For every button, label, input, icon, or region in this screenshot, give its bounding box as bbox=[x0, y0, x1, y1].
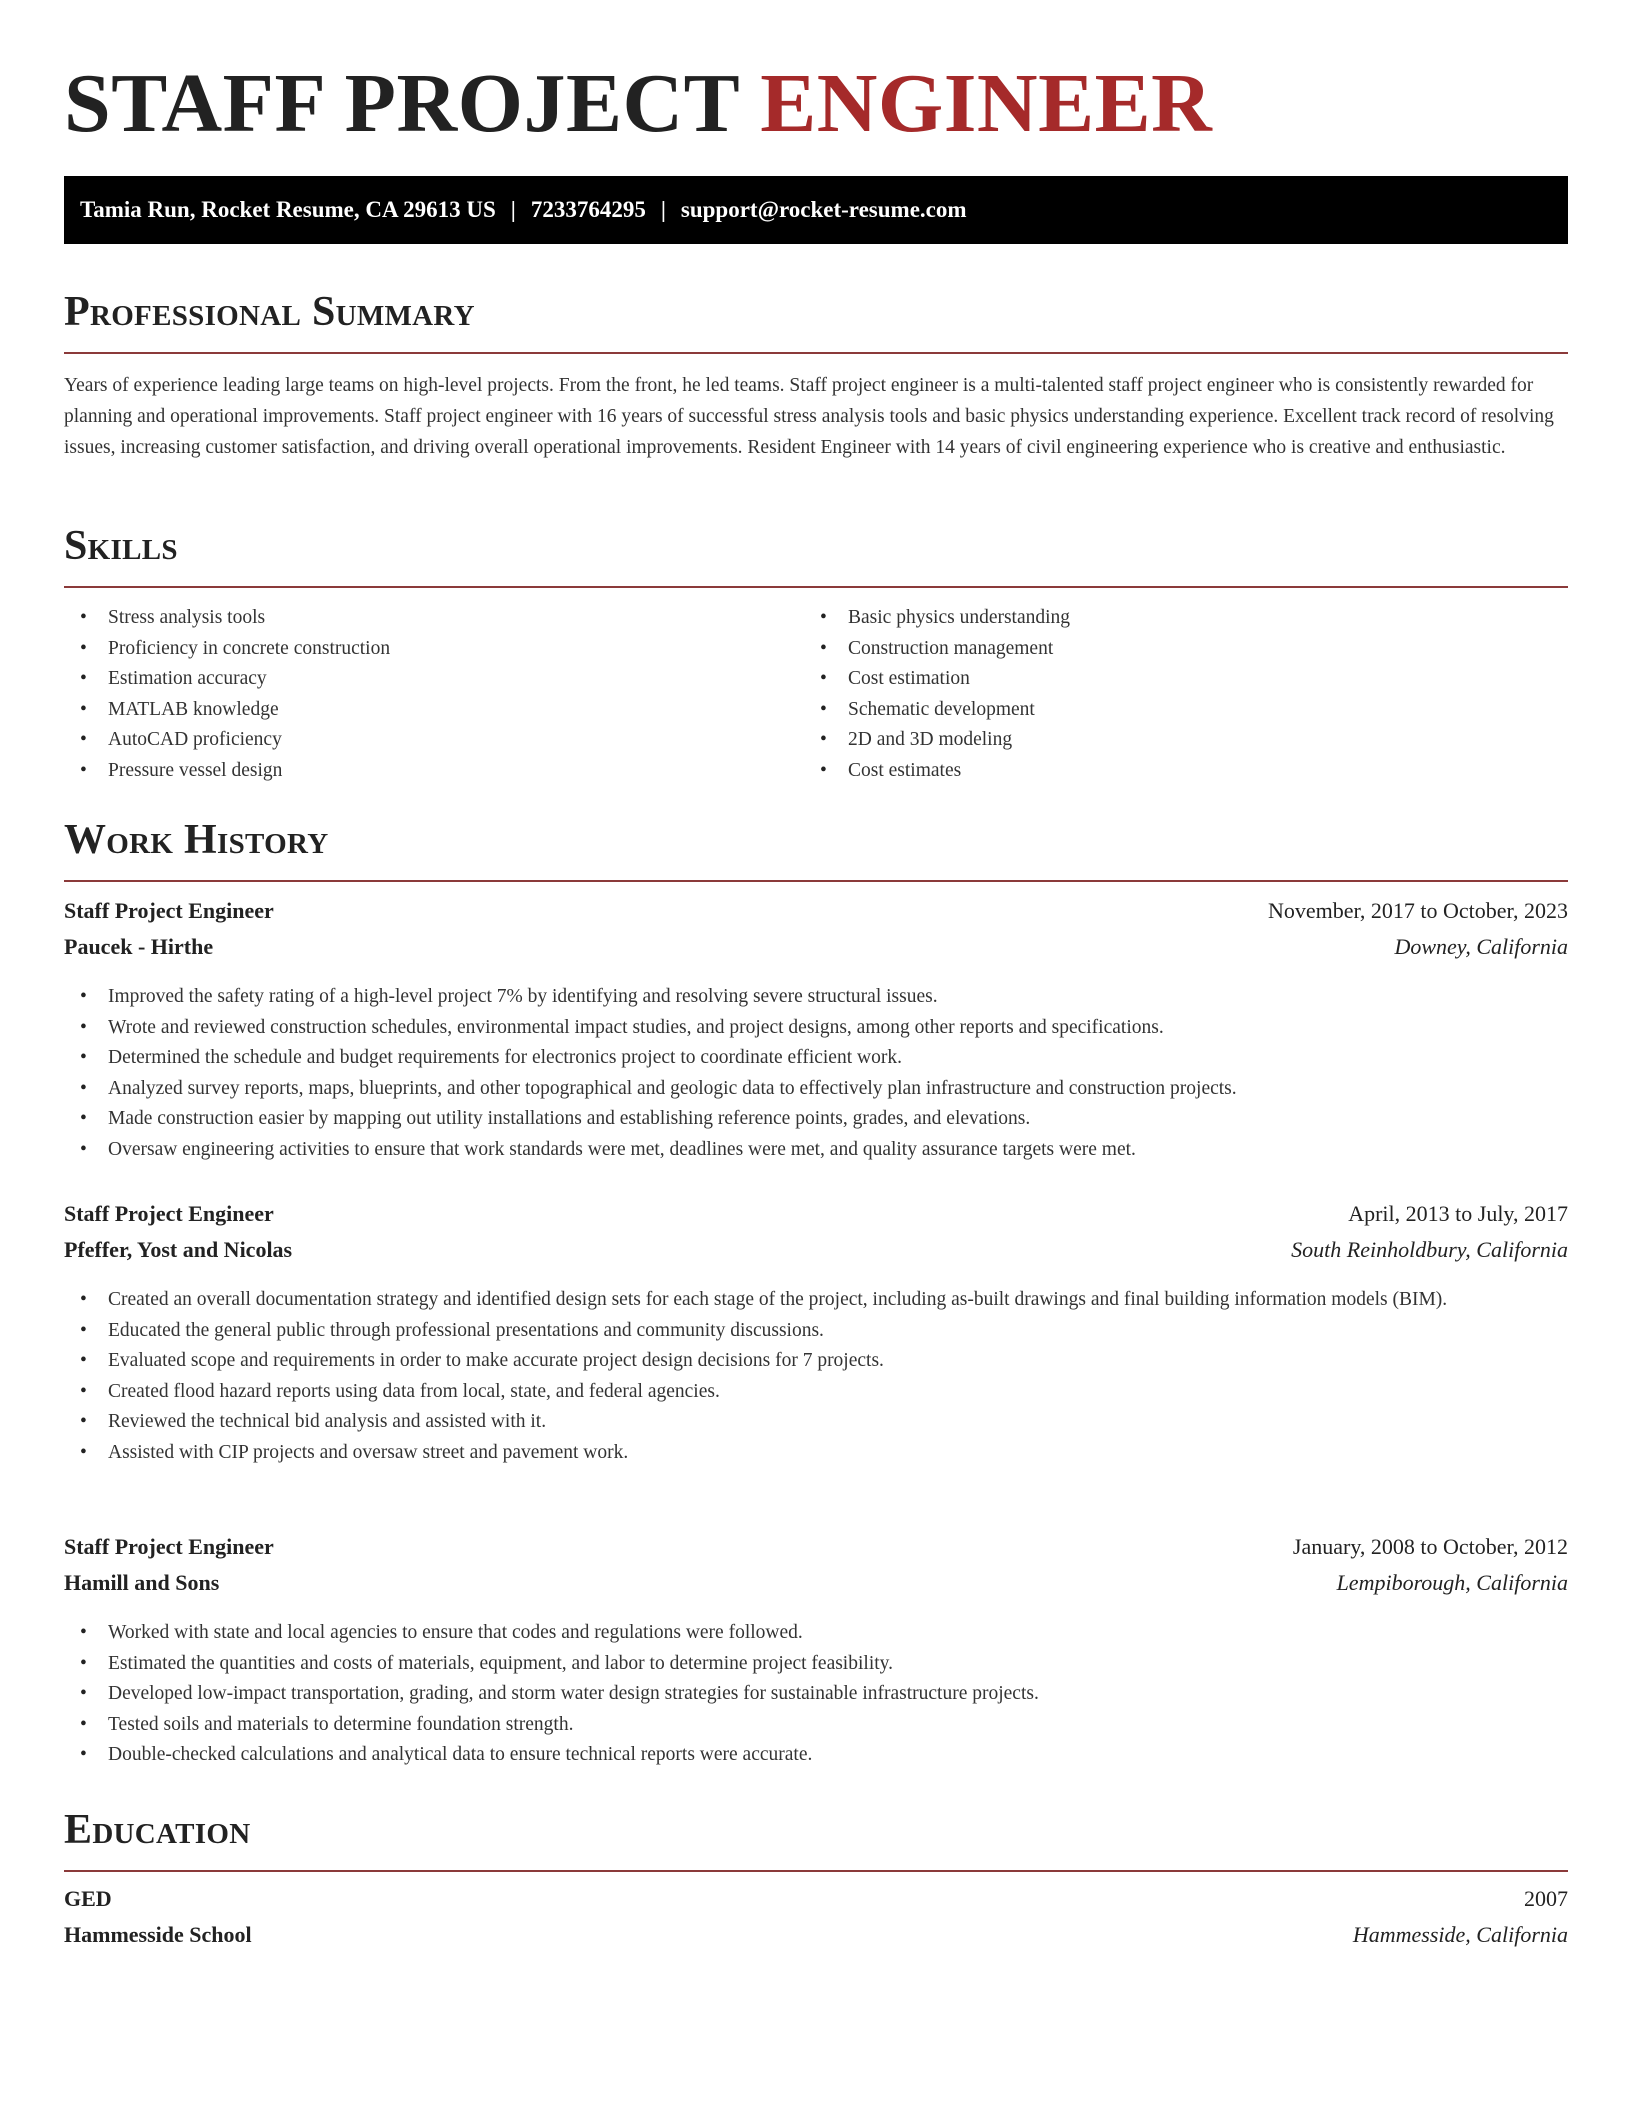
job-header-row bbox=[64, 1201, 1568, 1237]
education-degree: GED bbox=[64, 1886, 112, 1911]
job-entry bbox=[64, 1201, 1568, 1468]
job-bullet: • Reviewed the technical bid analysis and assisted with it. bbox=[64, 1407, 1568, 1438]
job-bullet: • Made construction easier by mapping out utility installations and establishing reference points, grades, and elevations. bbox=[64, 1104, 1568, 1135]
contact-phone: 7233764295 bbox=[530, 197, 646, 222]
section-divider bbox=[64, 586, 1568, 588]
title-part2: ENGINEER bbox=[760, 57, 1213, 150]
skill-item: • Estimation accuracy bbox=[64, 664, 390, 695]
job-header-row bbox=[64, 1534, 1568, 1570]
job-header-row bbox=[64, 898, 1568, 934]
job-bullet: • Analyzed survey reports, maps, blueprints, and other topographical and geologic data to effectively plan infrastructure and construction projects. bbox=[64, 1074, 1568, 1105]
job-bullets bbox=[64, 982, 1568, 1165]
job-role: Staff Project Engineer bbox=[64, 1201, 274, 1226]
education-header-row bbox=[64, 1886, 1568, 1922]
job-role: Staff Project Engineer bbox=[64, 1534, 274, 1559]
job-dates: April, 2013 to July, 2017 bbox=[1348, 1201, 1568, 1226]
skill-item: • Construction management bbox=[804, 634, 1070, 665]
job-bullet: • Created flood hazard reports using data from local, state, and federal agencies. bbox=[64, 1377, 1568, 1408]
job-bullet: • Educated the general public through professional presentations and community discussions. bbox=[64, 1316, 1568, 1347]
education-school-row bbox=[64, 1922, 1568, 1958]
skill-item: • Schematic development bbox=[804, 695, 1070, 726]
job-bullets bbox=[64, 1285, 1568, 1468]
job-company: Paucek - Hirthe bbox=[64, 934, 214, 959]
job-company: Hamill and Sons bbox=[64, 1570, 220, 1595]
contact-address: Tamia Run, Rocket Resume, CA 29613 US bbox=[80, 197, 496, 222]
skills-column-left bbox=[64, 603, 390, 786]
skills-column-right bbox=[804, 603, 1070, 786]
education-location: Hammesside, California bbox=[1352, 1922, 1568, 1947]
job-bullet: • Assisted with CIP projects and oversaw street and pavement work. bbox=[64, 1438, 1568, 1469]
job-bullet: • Oversaw engineering activities to ensure that work standards were met, deadlines were met, and quality assurance targets were met. bbox=[64, 1135, 1568, 1166]
education-year: 2007 bbox=[1524, 1886, 1568, 1911]
job-location: South Reinholdbury, California bbox=[1291, 1237, 1568, 1262]
job-dates: November, 2017 to October, 2023 bbox=[1267, 898, 1568, 923]
job-bullet: • Worked with state and local agencies to ensure that codes and regulations were followed. bbox=[64, 1618, 1568, 1649]
job-bullets bbox=[64, 1618, 1568, 1771]
skill-item: • Pressure vessel design bbox=[64, 756, 390, 787]
skill-item: • Cost estimation bbox=[804, 664, 1070, 695]
job-bullet: • Double-checked calculations and analytical data to ensure technical reports were accurate. bbox=[64, 1740, 1568, 1771]
job-bullet: • Wrote and reviewed construction schedules, environmental impact studies, and project designs, among other reports and specifications. bbox=[64, 1013, 1568, 1044]
contact-bar bbox=[64, 176, 1568, 244]
skill-item: • Proficiency in concrete construction bbox=[64, 634, 390, 665]
summary-text: Years of experience leading large teams on high-level projects. From the front, he led teams. Staff project engineer is a multi-talented staff project engineer who is consistently rewarded for planning and operational improvements. Staff project engineer with 16 years of successful stress analysis tools and basic physics understanding experience. Excellent track record of resolving issues, increasing customer satisfaction, and driving overall operational improvements. Resident Engineer with 14 years of civil engineering experience who is creative and enthusiastic. bbox=[64, 375, 1554, 458]
contact-separator: | bbox=[660, 197, 666, 222]
job-bullet: • Developed low-impact transportation, grading, and storm water design strategies for sustainable infrastructure projects. bbox=[64, 1679, 1568, 1710]
resume-title bbox=[64, 56, 1212, 152]
skill-item: • Cost estimates bbox=[804, 756, 1070, 787]
section-divider bbox=[64, 352, 1568, 354]
job-entry bbox=[64, 1534, 1568, 1771]
job-bullet: • Improved the safety rating of a high-level project 7% by identifying and resolving severe structural issues. bbox=[64, 982, 1568, 1013]
education-entry bbox=[64, 1886, 1568, 1958]
skill-item: • Basic physics understanding bbox=[804, 603, 1070, 634]
job-company-row bbox=[64, 1237, 1568, 1273]
education-heading: Education bbox=[64, 1807, 251, 1853]
job-dates: January, 2008 to October, 2012 bbox=[1292, 1534, 1568, 1559]
job-location: Downey, California bbox=[1394, 934, 1568, 959]
job-bullet: • Created an overall documentation strategy and identified design sets for each stage of the project, including as-built drawings and final building information models (BIM). bbox=[64, 1285, 1568, 1316]
skill-item: • MATLAB knowledge bbox=[64, 695, 390, 726]
contact-email[interactable]: support@rocket-resume.com bbox=[680, 197, 967, 222]
skills-heading: Skills bbox=[64, 523, 178, 569]
job-bullet: • Determined the schedule and budget requirements for electronics project to coordinate efficient work. bbox=[64, 1043, 1568, 1074]
skill-item: • AutoCAD proficiency bbox=[64, 725, 390, 756]
title-part1: STAFF PROJECT bbox=[64, 57, 739, 150]
summary-heading: Professional Summary bbox=[64, 289, 475, 335]
work-history-heading: Work History bbox=[64, 817, 329, 863]
contact-separator: | bbox=[510, 197, 516, 222]
job-company-row bbox=[64, 934, 1568, 970]
job-company-row bbox=[64, 1570, 1568, 1606]
job-company: Pfeffer, Yost and Nicolas bbox=[64, 1237, 293, 1262]
section-divider bbox=[64, 880, 1568, 882]
job-role: Staff Project Engineer bbox=[64, 898, 274, 923]
job-entry bbox=[64, 898, 1568, 1165]
education-school: Hammesside School bbox=[64, 1922, 252, 1947]
skill-item: • 2D and 3D modeling bbox=[804, 725, 1070, 756]
job-bullet: • Estimated the quantities and costs of materials, equipment, and labor to determine project feasibility. bbox=[64, 1649, 1568, 1680]
skill-item: • Stress analysis tools bbox=[64, 603, 390, 634]
job-bullet: • Evaluated scope and requirements in order to make accurate project design decisions for 7 projects. bbox=[64, 1346, 1568, 1377]
skills-list bbox=[64, 603, 1568, 793]
job-bullet: • Tested soils and materials to determine foundation strength. bbox=[64, 1710, 1568, 1741]
section-divider bbox=[64, 1870, 1568, 1872]
job-location: Lempiborough, California bbox=[1336, 1570, 1568, 1595]
